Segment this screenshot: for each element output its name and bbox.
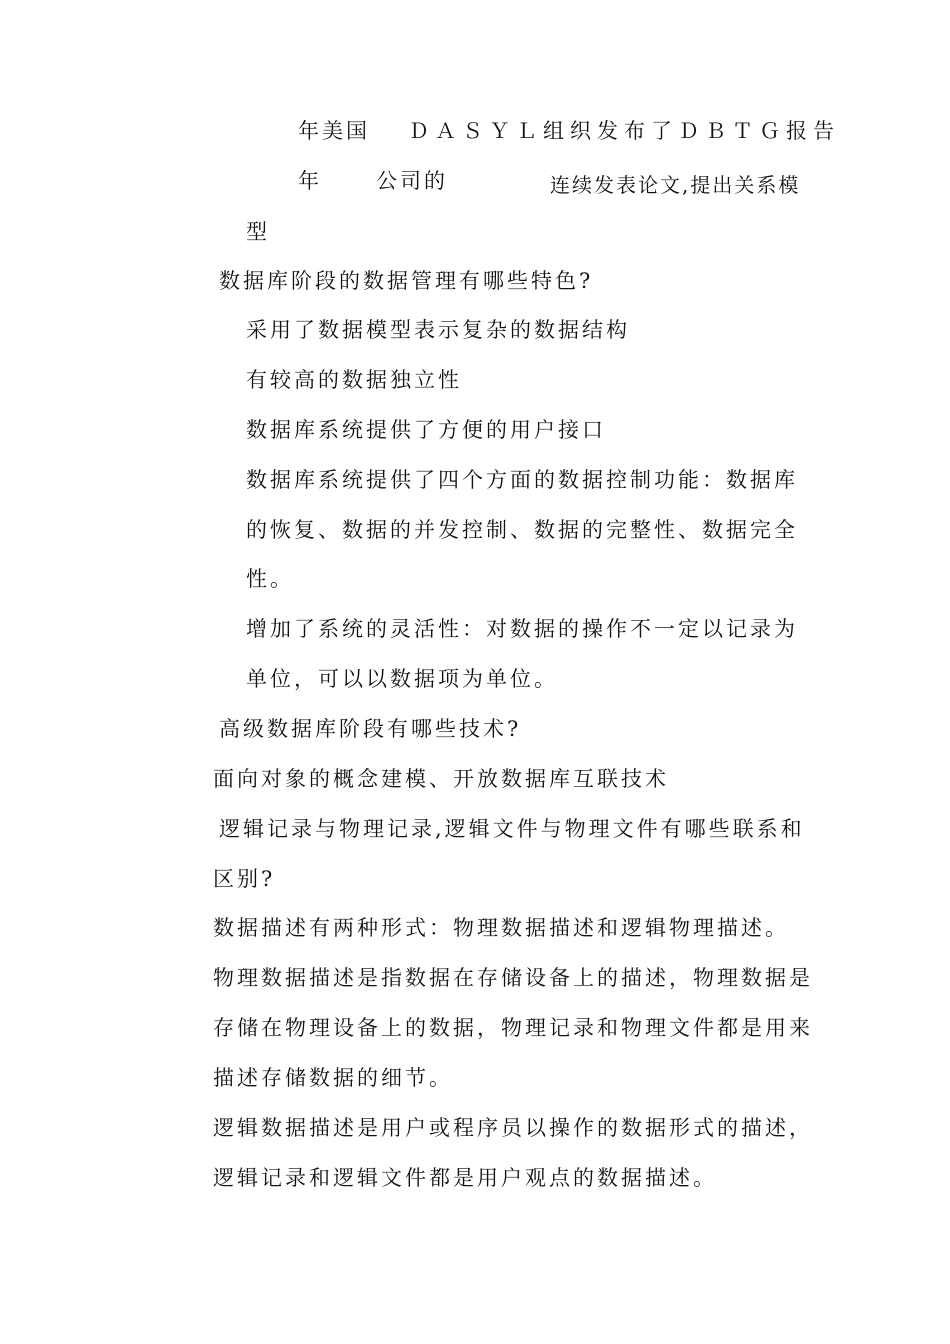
history-line-dasyl-prefix: 年美国 [298, 119, 370, 143]
answer-item-control: 数据库系统提供了四个方面的数据控制功能：数据库 [246, 468, 798, 492]
answer-description-forms: 数据描述有两种形式：物理数据描述和逻辑物理描述。 [213, 916, 789, 940]
answer-logical-description: 逻辑数据描述是用户或程序员以操作的数据形式的描述， [213, 1116, 813, 1140]
answer-item-user-interface: 数据库系统提供了方便的用户接口 [246, 418, 606, 442]
answer-physical-description: 物理数据描述是指数据在存储设备上的描述，物理数据是 [213, 966, 813, 990]
question-logical-physical-cont: 区别? [213, 867, 276, 891]
question-database-stage: 数据库阶段的数据管理有哪些特色? [219, 269, 594, 293]
answer-item-control-end: 性。 [246, 567, 294, 591]
question-advanced-stage: 高级数据库阶段有哪些技术? [219, 717, 522, 741]
question-logical-physical: 逻辑记录与物理记录,逻辑文件与物理文件有哪些联系和 [219, 817, 805, 841]
answer-item-data-model: 采用了数据模型表示复杂的数据结构 [246, 318, 630, 342]
answer-item-control-cont: 的恢复、数据的并发控制、数据的完整性、数据完全 [246, 518, 798, 542]
history-line-relational: 连续发表论文,提出关系模 [550, 173, 801, 197]
history-line-model: 型 [246, 220, 270, 244]
answer-item-flexibility-cont: 单位，可以以数据项为单位。 [246, 667, 558, 691]
answer-physical-description-end: 描述存储数据的细节。 [213, 1066, 453, 1090]
answer-advanced-tech: 面向对象的概念建模、开放数据库互联技术 [213, 767, 669, 791]
history-line-year: 年 [298, 169, 322, 193]
history-line-dasyl: ＤＡＳＹＬ组织发布了ＤＢＴＧ报告 [408, 119, 840, 143]
answer-logical-description-cont: 逻辑记录和逻辑文件都是用户观点的数据描述。 [213, 1166, 717, 1190]
answer-item-flexibility: 增加了系统的灵活性：对数据的操作不一定以记录为 [246, 617, 798, 641]
answer-item-independence: 有较高的数据独立性 [246, 368, 462, 392]
history-line-company: 公司的 [376, 169, 448, 193]
answer-physical-description-cont: 存储在物理设备上的数据，物理记录和物理文件都是用来 [213, 1016, 813, 1040]
